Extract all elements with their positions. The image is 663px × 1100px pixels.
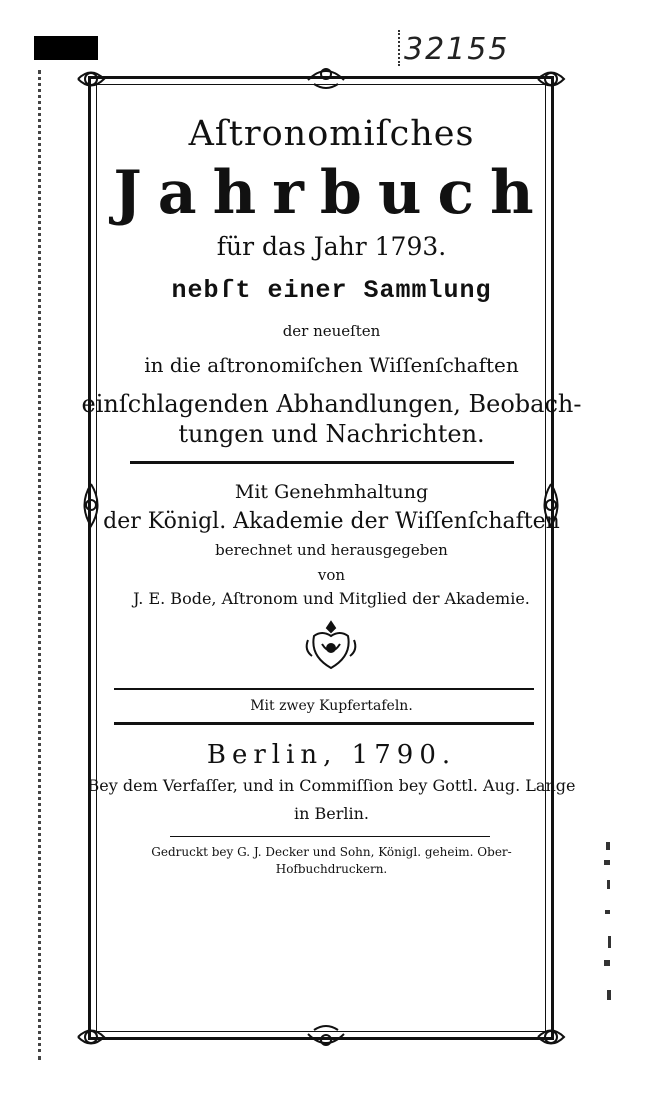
title-line-astronomisches: Aſtronomiſches xyxy=(188,114,475,154)
title-line-abhandlungen: einſchlagenden Abhandlungen, Beobach- xyxy=(81,390,582,418)
plates-box-top-rule xyxy=(114,688,534,690)
approval-line: Mit Genehmhaltung xyxy=(234,481,429,503)
corner-ornament-icon xyxy=(534,1020,568,1054)
publisher-line-1: Bey dem Verfaſſer, und in Commiſſion bey Gottl. Aug. Lange xyxy=(87,776,576,795)
bottom-scroll-ornament-icon xyxy=(304,1020,348,1054)
crest-ornament-icon xyxy=(302,616,360,674)
black-tab-mark xyxy=(34,36,98,60)
author-line: J. E. Bode, Aſtronom und Mitglied der Akademie. xyxy=(133,589,530,608)
top-scroll-ornament-icon xyxy=(304,60,348,94)
corner-ornament-icon xyxy=(534,62,568,96)
von-line: von xyxy=(317,566,346,584)
title-line-sammlung: nebſt einer Sammlung xyxy=(171,276,492,305)
handwritten-shelfmark: 32155 xyxy=(404,32,524,66)
printer-line-1: Gedruckt bey G. J. Decker und Sohn, Königl. geheim. Ober- xyxy=(151,845,512,859)
printer-line-2: Hofbuchdruckern. xyxy=(275,862,388,876)
plates-line: Mit zwey Kupfertafeln. xyxy=(250,698,413,714)
corner-ornament-icon xyxy=(74,1020,108,1054)
printer-divider-rule xyxy=(170,836,490,837)
edited-line: berechnet und herausgegeben xyxy=(215,541,448,559)
corner-ornament-icon xyxy=(74,62,108,96)
academy-line: der Königl. Akademie der Wiſſenſchaften xyxy=(103,509,560,534)
place-year-line: Berlin, 1790. xyxy=(206,740,457,770)
title-line-year: für das Jahr 1793. xyxy=(216,232,447,261)
plates-box-bottom-rule xyxy=(114,722,534,725)
title-line-jahrbuch: Jahrbuch xyxy=(113,158,550,228)
divider-rule xyxy=(130,461,514,464)
title-line-nachrichten: tungen und Nachrichten. xyxy=(178,420,485,448)
title-line-wissenschaften: in die aſtronomiſchen Wiſſenſchaften xyxy=(144,353,519,377)
title-line-neuesten: der neueſten xyxy=(282,322,381,340)
publisher-line-2: in Berlin. xyxy=(293,804,369,823)
